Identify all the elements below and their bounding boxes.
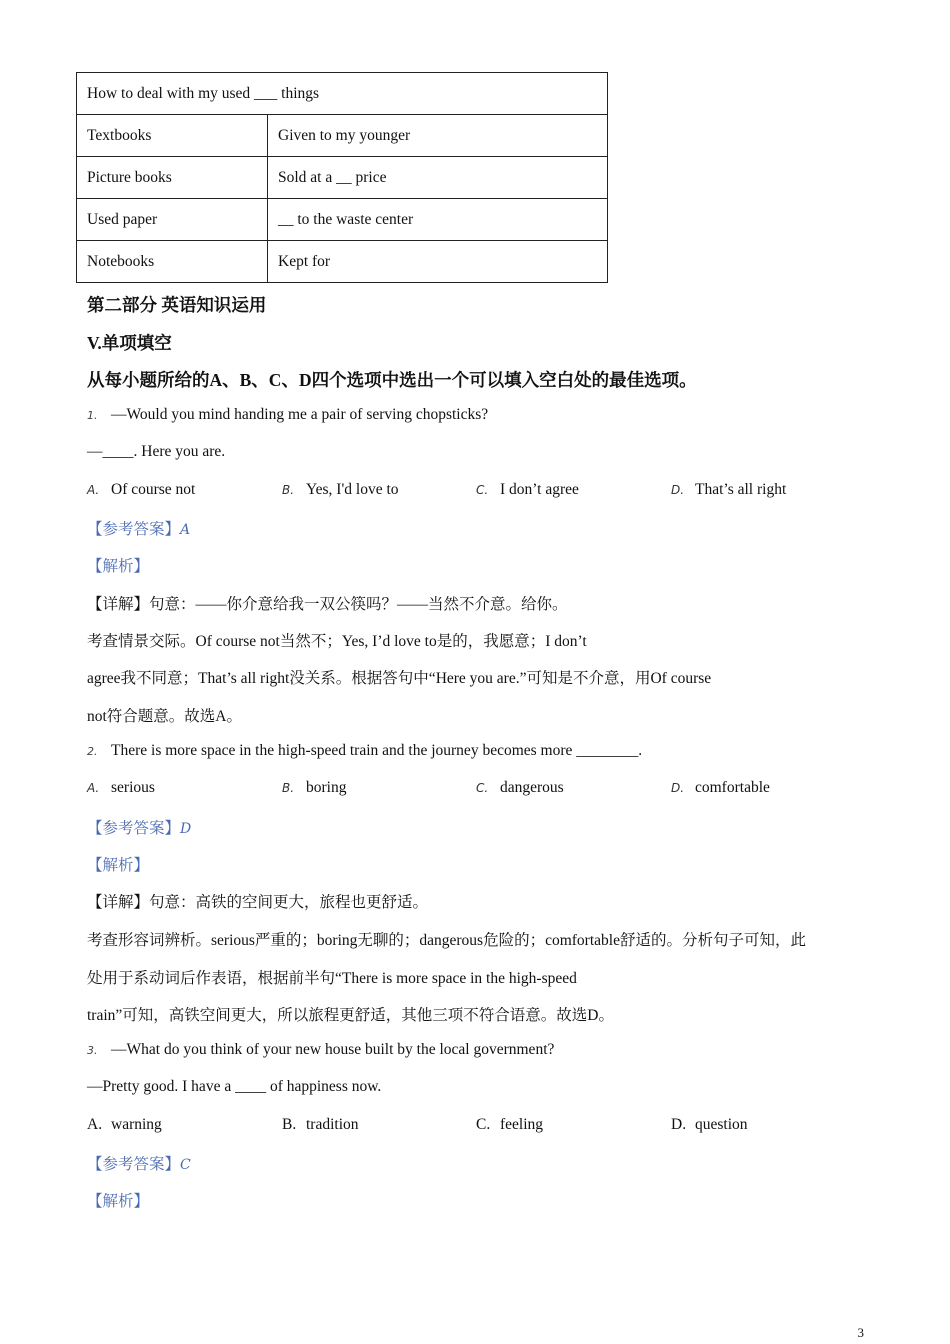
table-row xyxy=(77,199,608,241)
explanation-line: 考查情景交际。Of course not当然不；Yes, I’d love to是的，我愿意；I don’t xyxy=(87,633,587,650)
table-cell-item: Notebooks xyxy=(77,241,268,283)
option-b: B. Yes, I'd love to xyxy=(282,481,399,498)
question-number: 1. xyxy=(87,409,98,422)
answer-line: 【参考答案】A xyxy=(87,521,193,538)
section-instruction: 从每小题所给的A、B、C、D四个选项中选出一个可以填入空白处的最佳选项。 xyxy=(87,370,697,390)
option-a: A. Of course not xyxy=(87,481,196,498)
option-a: A. serious xyxy=(87,779,155,796)
question-3-stem xyxy=(87,1041,554,1059)
option-c: C. feeling xyxy=(476,1116,544,1133)
option-d: D. That’s all right xyxy=(671,481,787,498)
option-c: C. dangerous xyxy=(476,779,564,796)
table-cell-action: Kept for xyxy=(268,241,608,283)
explanation-line: agree我不同意；That’s all right没关系。根据答句中“Here you are.”可知是不介意，用Of course xyxy=(87,670,712,687)
explanation-line: 考查形容词辨析。serious严重的；boring无聊的；dangerous危险的；comfortable舒适的。分析句子可知，此 xyxy=(87,932,806,949)
question-number: 3. xyxy=(87,1044,98,1057)
answer-line: 【参考答案】D xyxy=(87,820,194,837)
table-cell-item: Picture books xyxy=(77,157,268,199)
explanation-line: train”可知，高铁空间更大，所以旅程更舒适，其他三项不符合语意。故选D。 xyxy=(87,1007,614,1024)
table-cell-item: Used paper xyxy=(77,199,268,241)
explanation-line: 处用于系动词后作表语，根据前半句“There is more space in the high-speed xyxy=(87,970,577,987)
page-number: 3 xyxy=(857,1325,864,1340)
table-row xyxy=(77,241,608,283)
table-cell-action: __ to the waste center xyxy=(268,199,608,241)
table-cell-action: Sold at a __ price xyxy=(268,157,608,199)
usage-table xyxy=(76,72,608,283)
analysis-label: 【解析】 xyxy=(87,1193,150,1210)
question-2-stem xyxy=(87,742,642,760)
question-1-line2: —____. Here you are. xyxy=(87,443,226,460)
question-1-stem xyxy=(87,406,488,424)
question-text: —What do you think of your new house built by the local government? xyxy=(111,1041,555,1058)
analysis-label: 【解析】 xyxy=(87,857,150,874)
table-header: How to deal with my used ___ things xyxy=(77,73,608,115)
option-b: B. boring xyxy=(282,779,347,796)
table-row xyxy=(77,115,608,157)
answer-value: C xyxy=(180,1157,193,1173)
answer-line: 【参考答案】C xyxy=(87,1156,193,1173)
answer-value: A xyxy=(180,522,193,538)
analysis-label: 【解析】 xyxy=(87,558,150,575)
explanation-line: not符合题意。故选A。 xyxy=(87,708,243,725)
question-text: There is more space in the high-speed train and the journey becomes more ________. xyxy=(111,742,643,759)
option-b: B. tradition xyxy=(282,1116,359,1133)
table-header-row xyxy=(77,73,608,115)
option-a: A. warning xyxy=(87,1116,162,1133)
section-title: V.单项填空 xyxy=(87,333,172,353)
option-c: C. I don’t agree xyxy=(476,481,579,498)
table-row xyxy=(77,157,608,199)
question-number: 2. xyxy=(87,745,98,758)
table-cell-item: Textbooks xyxy=(77,115,268,157)
question-3-line2: —Pretty good. I have a ____ of happiness now. xyxy=(87,1078,382,1095)
option-d: D. question xyxy=(671,1116,748,1133)
answer-value: D xyxy=(180,821,194,837)
question-text: —Would you mind handing me a pair of serving chopsticks? xyxy=(111,406,489,423)
detail-line: 【详解】句意：——你介意给我一双公筷吗？——当然不介意。给你。 xyxy=(87,596,568,613)
option-d: D. comfortable xyxy=(671,779,770,796)
part-heading: 第二部分 英语知识运用 xyxy=(87,295,267,315)
detail-line: 【详解】句意：高铁的空间更大，旅程也更舒适。 xyxy=(87,894,429,911)
table-cell-action: Given to my younger xyxy=(268,115,608,157)
